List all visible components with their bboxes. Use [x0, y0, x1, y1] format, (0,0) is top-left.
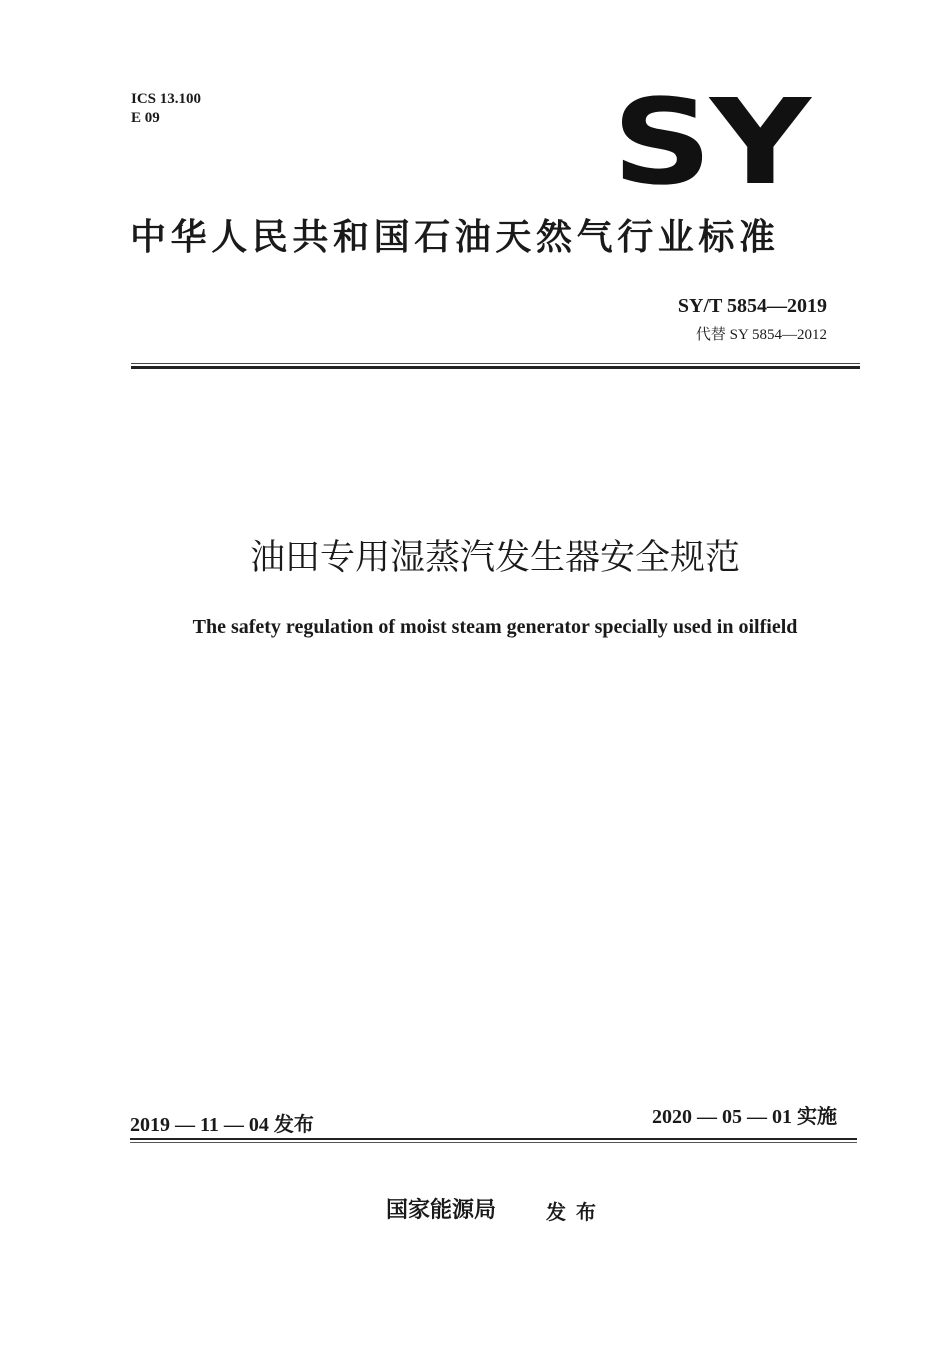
- ics-code: ICS 13.100: [131, 91, 202, 107]
- publisher-name: 国家能源局: [386, 1198, 497, 1223]
- issue-date: 2019 — 11 — 04 发布: [130, 1114, 314, 1136]
- header-divider: [131, 366, 860, 369]
- classification-block: [131, 90, 201, 128]
- implementation-date: 2020 — 05 — 01 实施: [652, 1106, 837, 1128]
- header-divider-thin: [131, 363, 860, 364]
- footer-divider-thin: [130, 1142, 857, 1143]
- standard-number: SY/T 5854—2019: [677, 295, 827, 317]
- sy-logo: SY: [612, 73, 809, 211]
- footer-divider: [130, 1138, 857, 1140]
- publish-label: 发布: [546, 1200, 606, 1224]
- document-title-english: The safety regulation of moist steam generator specially used in oilfield: [192, 616, 798, 638]
- ccs-code: E 09: [131, 110, 160, 126]
- document-title-chinese: 油田专用湿蒸汽发生器安全规范: [249, 538, 740, 578]
- replaces-standard: 代替 SY 5854—2012: [695, 327, 827, 343]
- industry-standard-heading: 中华人民共和国石油天然气行业标准: [130, 217, 780, 258]
